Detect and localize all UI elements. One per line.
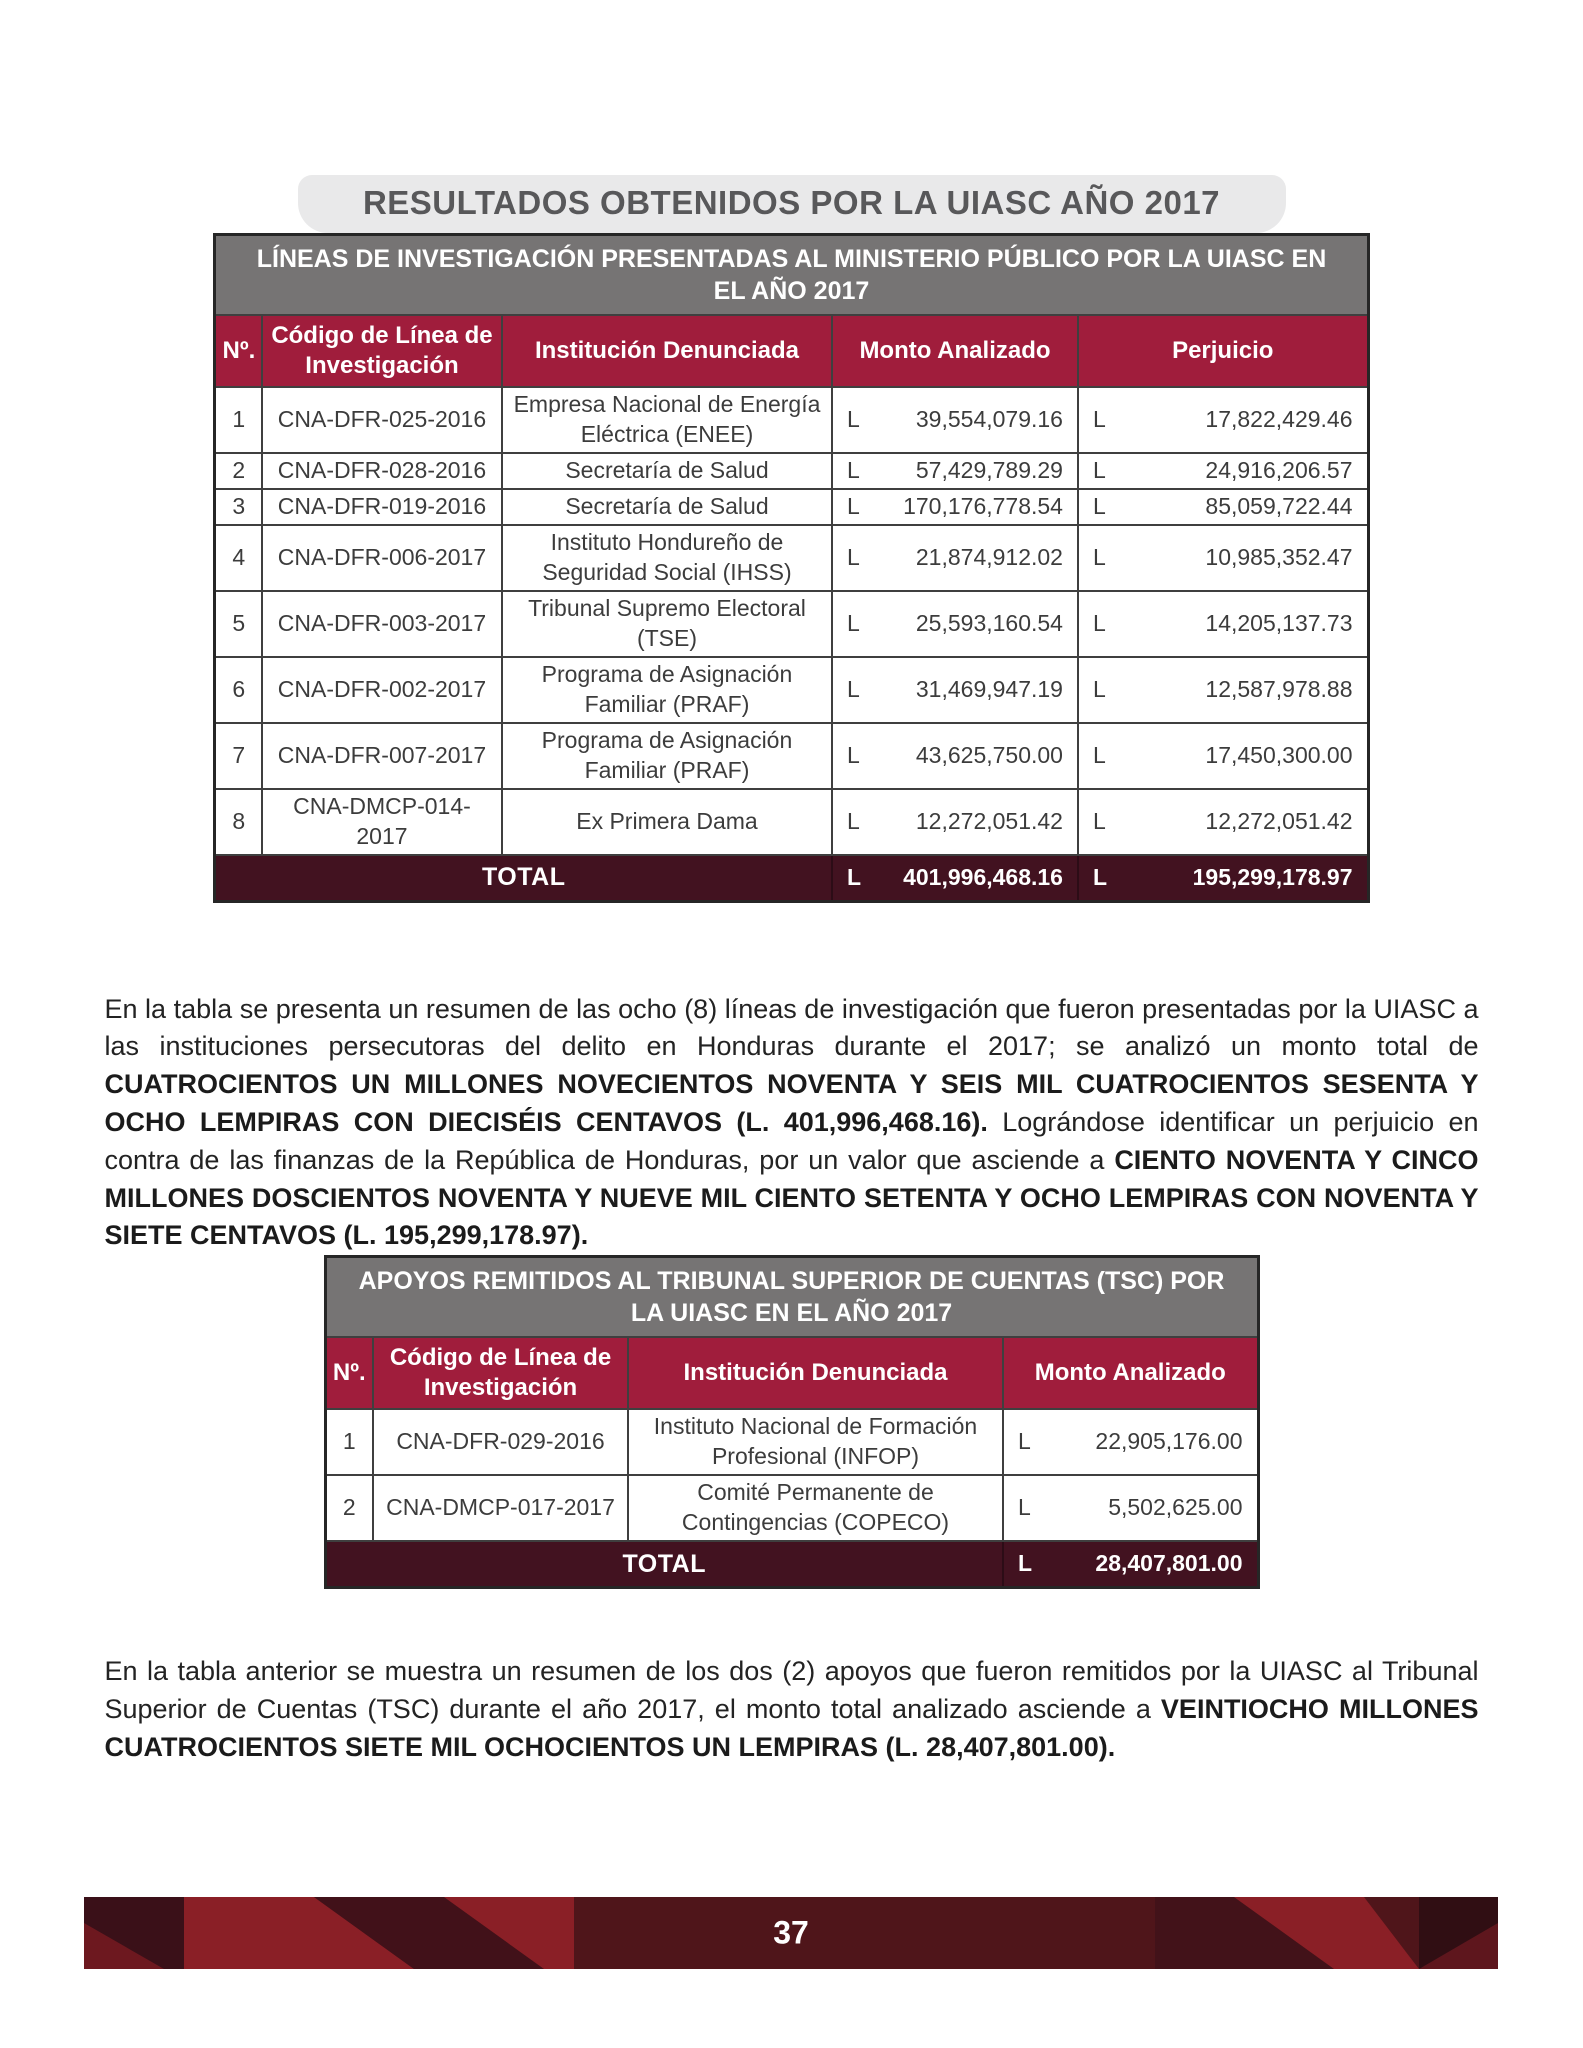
amount-value: 12,272,051.42 <box>915 807 1063 834</box>
row-perjuicio <box>1078 789 1368 855</box>
row-num: 1 <box>215 387 262 453</box>
page-title-banner <box>298 175 1286 233</box>
amount-value: 57,429,789.29 <box>915 457 1063 483</box>
row-monto <box>832 591 1078 657</box>
row-num: 2 <box>215 453 262 489</box>
row-institution: Ex Primera Dama <box>502 789 832 855</box>
total-monto <box>1003 1541 1258 1588</box>
column-header-num: Nº. <box>325 1337 373 1409</box>
currency-symbol: L <box>846 543 860 570</box>
row-institution: Comité Permanente de Contingencias (COPECO) <box>628 1475 1003 1541</box>
amount-value: 17,450,300.00 <box>1205 741 1353 768</box>
currency-symbol: L <box>846 675 860 702</box>
row-monto <box>832 489 1078 525</box>
table-row <box>215 489 1368 525</box>
amount-value: 12,587,978.88 <box>1205 675 1353 702</box>
column-header-num: Nº. <box>215 315 262 387</box>
row-num: 1 <box>325 1409 373 1475</box>
currency-symbol: L <box>846 807 860 834</box>
row-institution: Programa de Asignación Familiar (PRAF) <box>502 657 832 723</box>
column-header-perjuicio: Perjuicio <box>1078 315 1368 387</box>
paragraph-text: En la tabla anterior se muestra un resumen de los dos (2) apoyos que fueron remitidos por la UIASC al Tribunal Superior de Cuentas (TSC) durante el año 2017, el monto total analizado asciende a <box>104 1656 1479 1724</box>
page-title: RESULTADOS OBTENIDOS POR LA UIASC AÑO 2017 <box>362 184 1221 221</box>
row-monto <box>832 387 1078 453</box>
table-row <box>215 453 1368 489</box>
row-perjuicio <box>1078 657 1368 723</box>
currency-symbol: L <box>1018 1550 1033 1577</box>
column-header-institution: Institución Denunciada <box>502 315 832 387</box>
currency-symbol: L <box>1092 807 1106 834</box>
currency-symbol: L <box>846 609 860 636</box>
tsc-support-table <box>324 1255 1260 1589</box>
amount-value: 195,299,178.97 <box>1192 863 1353 890</box>
investigation-lines-table <box>213 233 1369 903</box>
amount-value: 10,985,352.47 <box>1205 543 1353 570</box>
total-monto <box>832 855 1078 902</box>
currency-symbol: L <box>846 741 860 768</box>
amount-value: 85,059,722.44 <box>1205 492 1353 519</box>
amount-value: 31,469,947.19 <box>915 675 1063 702</box>
row-institution: Programa de Asignación Familiar (PRAF) <box>502 723 832 789</box>
table-row <box>215 723 1368 789</box>
row-code: CNA-DFR-003-2017 <box>262 591 502 657</box>
currency-symbol: L <box>1018 1494 1031 1521</box>
row-monto <box>832 453 1078 489</box>
currency-symbol: L <box>1092 863 1108 890</box>
row-perjuicio <box>1078 591 1368 657</box>
column-header-code: Código de Línea de Investigación <box>373 1337 628 1409</box>
row-institution: Secretaría de Salud <box>502 453 832 489</box>
currency-symbol: L <box>1092 543 1106 570</box>
table-total-row <box>215 855 1368 902</box>
paragraph-text: Lográndose identificar un perjuicio en contra de las finanzas de la República de Honduras, por un valor que asciende a <box>104 1106 1479 1175</box>
paragraph-bold-amount: VEINTIOCHO MILLONES CUATROCIENTOS SIETE MIL OCHOCIENTOS UN LEMPIRAS (L. 28,407,801.00). <box>104 1693 1479 1762</box>
table-row <box>215 591 1368 657</box>
row-institution: Instituto Hondureño de Seguridad Social (IHSS) <box>502 525 832 591</box>
row-institution: Empresa Nacional de Energía Eléctrica (ENEE) <box>502 387 832 453</box>
summary-paragraph-2 <box>105 1653 1479 1766</box>
currency-symbol: L <box>1092 492 1106 519</box>
currency-symbol: L <box>1092 457 1106 483</box>
amount-value: 25,593,160.54 <box>915 609 1063 636</box>
total-label: TOTAL <box>325 1541 1003 1588</box>
table-row <box>215 657 1368 723</box>
currency-symbol: L <box>846 863 862 890</box>
row-code: CNA-DFR-002-2017 <box>262 657 502 723</box>
summary-paragraph-1 <box>105 991 1479 1256</box>
column-header-monto: Monto Analizado <box>1003 1337 1258 1409</box>
row-code: CNA-DMCP-014-2017 <box>262 789 502 855</box>
row-institution: Tribunal Supremo Electoral (TSE) <box>502 591 832 657</box>
amount-value: 14,205,137.73 <box>1205 609 1353 636</box>
currency-symbol: L <box>846 492 860 519</box>
row-monto <box>832 789 1078 855</box>
table-total-row <box>325 1541 1258 1588</box>
row-num: 5 <box>215 591 262 657</box>
amount-value: 5,502,625.00 <box>1108 1494 1243 1521</box>
amount-value: 39,554,079.16 <box>915 406 1063 433</box>
table-row <box>215 387 1368 453</box>
row-num: 2 <box>325 1475 373 1541</box>
page-number: 37 <box>773 1914 809 1951</box>
table-row <box>325 1475 1258 1541</box>
amount-value: 170,176,778.54 <box>903 492 1063 519</box>
row-code: CNA-DFR-006-2017 <box>262 525 502 591</box>
currency-symbol: L <box>846 457 860 483</box>
total-label: TOTAL <box>215 855 832 902</box>
row-code: CNA-DMCP-017-2017 <box>373 1475 628 1541</box>
table-row <box>215 525 1368 591</box>
amount-value: 43,625,750.00 <box>915 741 1063 768</box>
currency-symbol: L <box>1092 675 1106 702</box>
amount-value: 12,272,051.42 <box>1205 807 1353 834</box>
column-header-code: Código de Línea de Investigación <box>262 315 502 387</box>
column-header-monto: Monto Analizado <box>832 315 1078 387</box>
total-perjuicio <box>1078 855 1368 902</box>
table2-title: APOYOS REMITIDOS AL TRIBUNAL SUPERIOR DE CUENTAS (TSC) POR LA UIASC EN EL AÑO 2017 <box>325 1257 1258 1338</box>
row-perjuicio <box>1078 723 1368 789</box>
row-num: 4 <box>215 525 262 591</box>
currency-symbol: L <box>1092 609 1106 636</box>
row-code: CNA-DFR-019-2016 <box>262 489 502 525</box>
row-num: 8 <box>215 789 262 855</box>
table1-title-row <box>215 235 1368 316</box>
column-header-institution: Institución Denunciada <box>628 1337 1003 1409</box>
row-perjuicio <box>1078 387 1368 453</box>
currency-symbol: L <box>1018 1428 1031 1455</box>
row-monto <box>1003 1475 1258 1541</box>
row-num: 3 <box>215 489 262 525</box>
row-monto <box>832 657 1078 723</box>
currency-symbol: L <box>846 406 860 433</box>
row-monto <box>1003 1409 1258 1475</box>
row-institution: Secretaría de Salud <box>502 489 832 525</box>
row-perjuicio <box>1078 525 1368 591</box>
row-perjuicio <box>1078 453 1368 489</box>
table2-title-row <box>325 1257 1258 1338</box>
amount-value: 401,996,468.16 <box>903 863 1063 890</box>
amount-value: 22,905,176.00 <box>1095 1428 1243 1455</box>
row-monto <box>832 723 1078 789</box>
amount-value: 21,874,912.02 <box>915 543 1063 570</box>
amount-value: 24,916,206.57 <box>1205 457 1353 483</box>
table2-column-headers <box>325 1337 1258 1409</box>
paragraph-bold-amount: CIENTO NOVENTA Y CINCO MILLONES DOSCIENTOS NOVENTA Y NUEVE MIL CIENTO SETENTA Y OCHO LEMPIRAS CON NOVENTA Y SIETE CENTAVOS (L. 195,299,178.97). <box>104 1144 1479 1251</box>
row-code: CNA-DFR-028-2016 <box>262 453 502 489</box>
amount-value: 17,822,429.46 <box>1205 406 1353 433</box>
row-perjuicio <box>1078 489 1368 525</box>
paragraph-text: En la tabla se presenta un resumen de las ocho (8) líneas de investigación que fueron presentadas por la UIASC a las instituciones persecutoras del delito en Honduras durante el 2017; se analizó un monto total de <box>104 993 1479 1062</box>
table-row <box>215 789 1368 855</box>
amount-value: 28,407,801.00 <box>1095 1550 1243 1577</box>
row-num: 7 <box>215 723 262 789</box>
table-row <box>325 1409 1258 1475</box>
row-monto <box>832 525 1078 591</box>
row-code: CNA-DFR-025-2016 <box>262 387 502 453</box>
table1-title: LÍNEAS DE INVESTIGACIÓN PRESENTADAS AL MINISTERIO PÚBLICO POR LA UIASC EN EL AÑO 2017 <box>215 235 1368 316</box>
row-code: CNA-DFR-029-2016 <box>373 1409 628 1475</box>
currency-symbol: L <box>1092 406 1106 433</box>
currency-symbol: L <box>1092 741 1106 768</box>
footer-band <box>84 1897 1498 1969</box>
row-code: CNA-DFR-007-2017 <box>262 723 502 789</box>
table1-column-headers <box>215 315 1368 387</box>
paragraph-bold-amount: CUATROCIENTOS UN MILLONES NOVECIENTOS NOVENTA Y SEIS MIL CUATROCIENTOS SESENTA Y OCHO LEMPIRAS CON DIECISÉIS CENTAVOS (L. 401,996,468.16). <box>104 1069 1479 1137</box>
row-num: 6 <box>215 657 262 723</box>
row-institution: Instituto Nacional de Formación Profesional (INFOP) <box>628 1409 1003 1475</box>
